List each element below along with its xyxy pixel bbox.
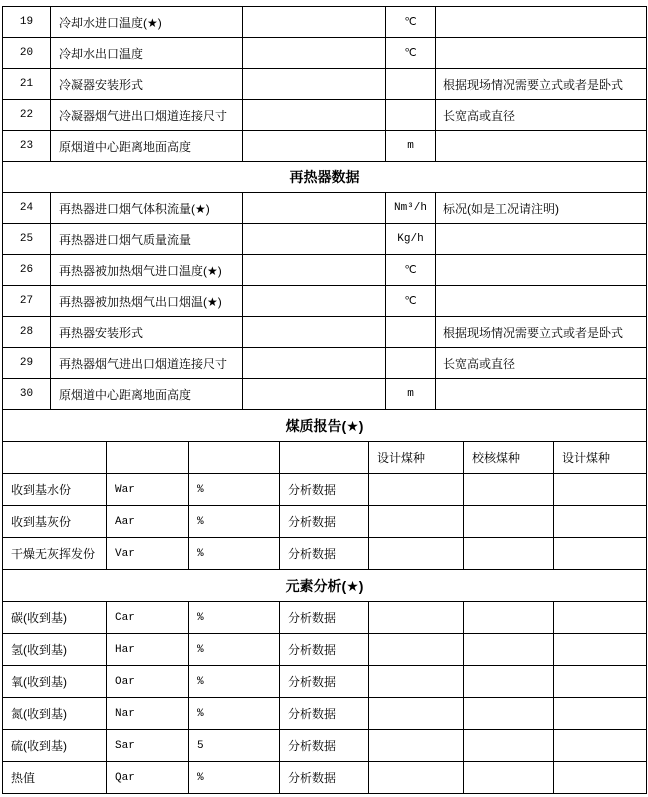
- method-cell: 分析数据: [280, 666, 369, 698]
- design-coal2-cell[interactable]: [554, 602, 647, 634]
- value-cell[interactable]: [243, 131, 386, 162]
- method-cell: 分析数据: [280, 698, 369, 730]
- row-no-cell: 21: [3, 69, 51, 100]
- item-label-cell: 再热器安装形式: [51, 317, 243, 348]
- design-coal-header: 设计煤种: [369, 442, 464, 474]
- item-label-cell: 原烟道中心距离地面高度: [51, 379, 243, 410]
- item-cell: 干燥无灰挥发份: [3, 538, 107, 570]
- remark-cell: [436, 7, 647, 38]
- item-label-cell: 再热器被加热烟气进口温度(★): [51, 255, 243, 286]
- table-row: [3, 7, 647, 38]
- design-coal-cell[interactable]: [369, 730, 464, 762]
- remark-cell: 长宽高或直径: [436, 348, 647, 379]
- section-header-row: [3, 570, 647, 602]
- unit-cell: %: [189, 666, 280, 698]
- unit-cell: %: [189, 602, 280, 634]
- symbol-cell: War: [107, 474, 189, 506]
- remark-cell: 标况(如是工况请注明): [436, 193, 647, 224]
- section-header-coal-report: 煤质报告(★): [3, 410, 647, 442]
- design-coal2-cell[interactable]: [554, 474, 647, 506]
- item-label-cell: 冷凝器烟气进出口烟道连接尺寸: [51, 100, 243, 131]
- table-row: [3, 506, 647, 538]
- table-row: [3, 69, 647, 100]
- value-cell[interactable]: [243, 286, 386, 317]
- item-cell: 硫(收到基): [3, 730, 107, 762]
- symbol-cell: Qar: [107, 762, 189, 794]
- coal-header-row: [3, 442, 647, 474]
- value-cell[interactable]: [243, 100, 386, 131]
- table-row: [3, 38, 647, 69]
- remark-cell: [436, 379, 647, 410]
- check-coal-cell[interactable]: [464, 506, 554, 538]
- row-no-cell: 26: [3, 255, 51, 286]
- row-no-cell: 29: [3, 348, 51, 379]
- method-cell: 分析数据: [280, 634, 369, 666]
- item-label-cell: 再热器进口烟气体积流量(★): [51, 193, 243, 224]
- value-cell[interactable]: [243, 193, 386, 224]
- value-cell[interactable]: [243, 69, 386, 100]
- unit-cell: Kg/h: [386, 224, 436, 255]
- value-cell[interactable]: [243, 38, 386, 69]
- check-coal-cell[interactable]: [464, 538, 554, 570]
- check-coal-cell[interactable]: [464, 698, 554, 730]
- row-no-cell: 20: [3, 38, 51, 69]
- check-coal-cell[interactable]: [464, 474, 554, 506]
- table-row: [3, 348, 647, 379]
- check-coal-cell[interactable]: [464, 634, 554, 666]
- table-row: [3, 762, 647, 794]
- table-row: [3, 193, 647, 224]
- row-no-cell: 30: [3, 379, 51, 410]
- method-cell: 分析数据: [280, 506, 369, 538]
- item-label-cell: 冷凝器安装形式: [51, 69, 243, 100]
- table-row: [3, 698, 647, 730]
- row-no-cell: 19: [3, 7, 51, 38]
- item-cell: 氢(收到基): [3, 634, 107, 666]
- section-header-reheater: 再热器数据: [3, 162, 647, 193]
- table-row: [3, 286, 647, 317]
- table-row: [3, 224, 647, 255]
- item-label-cell: 再热器被加热烟气出口烟温(★): [51, 286, 243, 317]
- design-coal2-cell[interactable]: [554, 634, 647, 666]
- unit-cell: ℃: [386, 286, 436, 317]
- empty-header-cell: [280, 442, 369, 474]
- equipment-data-table: [2, 6, 647, 410]
- method-cell: 分析数据: [280, 602, 369, 634]
- design-coal-cell[interactable]: [369, 666, 464, 698]
- design-coal2-cell[interactable]: [554, 506, 647, 538]
- design-coal-cell[interactable]: [369, 602, 464, 634]
- design-coal2-cell[interactable]: [554, 730, 647, 762]
- design-coal-cell[interactable]: [369, 634, 464, 666]
- remark-cell: [436, 286, 647, 317]
- remark-cell: [436, 38, 647, 69]
- empty-header-cell: [107, 442, 189, 474]
- row-no-cell: 23: [3, 131, 51, 162]
- table-row: [3, 538, 647, 570]
- item-label-cell: 冷却水出口温度: [51, 38, 243, 69]
- unit-cell: %: [189, 762, 280, 794]
- row-no-cell: 25: [3, 224, 51, 255]
- item-label-cell: 原烟道中心距离地面高度: [51, 131, 243, 162]
- value-cell[interactable]: [243, 379, 386, 410]
- table-row: [3, 730, 647, 762]
- table-row: [3, 100, 647, 131]
- value-cell[interactable]: [243, 7, 386, 38]
- item-cell: 收到基水份: [3, 474, 107, 506]
- method-cell: 分析数据: [280, 762, 369, 794]
- row-no-cell: 24: [3, 193, 51, 224]
- unit-cell: Nm³/h: [386, 193, 436, 224]
- check-coal-header: 校核煤种: [464, 442, 554, 474]
- design-coal2-cell[interactable]: [554, 698, 647, 730]
- row-no-cell: 28: [3, 317, 51, 348]
- unit-cell: %: [189, 506, 280, 538]
- unit-cell: %: [189, 474, 280, 506]
- symbol-cell: Nar: [107, 698, 189, 730]
- item-cell: 热值: [3, 762, 107, 794]
- table-row: [3, 317, 647, 348]
- method-cell: 分析数据: [280, 730, 369, 762]
- row-no-cell: 22: [3, 100, 51, 131]
- symbol-cell: Har: [107, 634, 189, 666]
- unit-cell: %: [189, 634, 280, 666]
- remark-cell: [436, 131, 647, 162]
- remark-cell: [436, 224, 647, 255]
- check-coal-cell[interactable]: [464, 762, 554, 794]
- unit-cell: [386, 317, 436, 348]
- value-cell[interactable]: [243, 317, 386, 348]
- item-cell: 氮(收到基): [3, 698, 107, 730]
- item-cell: 氧(收到基): [3, 666, 107, 698]
- unit-cell: %: [189, 698, 280, 730]
- design-coal-cell[interactable]: [369, 474, 464, 506]
- symbol-cell: Var: [107, 538, 189, 570]
- design-coal2-cell[interactable]: [554, 762, 647, 794]
- check-coal-cell[interactable]: [464, 602, 554, 634]
- unit-cell: 5: [189, 730, 280, 762]
- remark-cell: 长宽高或直径: [436, 100, 647, 131]
- empty-header-cell: [189, 442, 280, 474]
- remark-cell: [436, 255, 647, 286]
- table-row: [3, 379, 647, 410]
- design-coal-cell[interactable]: [369, 762, 464, 794]
- table-row: [3, 666, 647, 698]
- design-coal2-cell[interactable]: [554, 538, 647, 570]
- section-header-element-analysis: 元素分析(★): [3, 570, 647, 602]
- check-coal-cell[interactable]: [464, 730, 554, 762]
- remark-cell: 根据现场情况需要立式或者是卧式: [436, 317, 647, 348]
- design-coal2-cell[interactable]: [554, 666, 647, 698]
- unit-cell: ℃: [386, 255, 436, 286]
- item-label-cell: 再热器进口烟气质量流量: [51, 224, 243, 255]
- unit-cell: %: [189, 538, 280, 570]
- design-coal2-header: 设计煤种: [554, 442, 647, 474]
- item-label-cell: 再热器烟气进出口烟道连接尺寸: [51, 348, 243, 379]
- unit-cell: m: [386, 131, 436, 162]
- table-row: [3, 634, 647, 666]
- row-no-cell: 27: [3, 286, 51, 317]
- unit-cell: m: [386, 379, 436, 410]
- symbol-cell: Oar: [107, 666, 189, 698]
- method-cell: 分析数据: [280, 474, 369, 506]
- table-row: [3, 255, 647, 286]
- coal-quality-table: [2, 409, 647, 794]
- section-header-row: [3, 162, 647, 193]
- section-header-row: [3, 410, 647, 442]
- value-cell[interactable]: [243, 255, 386, 286]
- symbol-cell: Sar: [107, 730, 189, 762]
- item-label-cell: 冷却水进口温度(★): [51, 7, 243, 38]
- symbol-cell: Aar: [107, 506, 189, 538]
- remark-cell: 根据现场情况需要立式或者是卧式: [436, 69, 647, 100]
- symbol-cell: Car: [107, 602, 189, 634]
- design-coal-cell[interactable]: [369, 506, 464, 538]
- empty-header-cell: [3, 442, 107, 474]
- unit-cell: [386, 69, 436, 100]
- design-coal-cell[interactable]: [369, 538, 464, 570]
- unit-cell: [386, 348, 436, 379]
- check-coal-cell[interactable]: [464, 666, 554, 698]
- unit-cell: ℃: [386, 7, 436, 38]
- table-row: [3, 602, 647, 634]
- item-cell: 收到基灰份: [3, 506, 107, 538]
- table-row: [3, 474, 647, 506]
- table-row: [3, 131, 647, 162]
- item-cell: 碳(收到基): [3, 602, 107, 634]
- design-coal-cell[interactable]: [369, 698, 464, 730]
- method-cell: 分析数据: [280, 538, 369, 570]
- unit-cell: [386, 100, 436, 131]
- value-cell[interactable]: [243, 348, 386, 379]
- unit-cell: ℃: [386, 38, 436, 69]
- value-cell[interactable]: [243, 224, 386, 255]
